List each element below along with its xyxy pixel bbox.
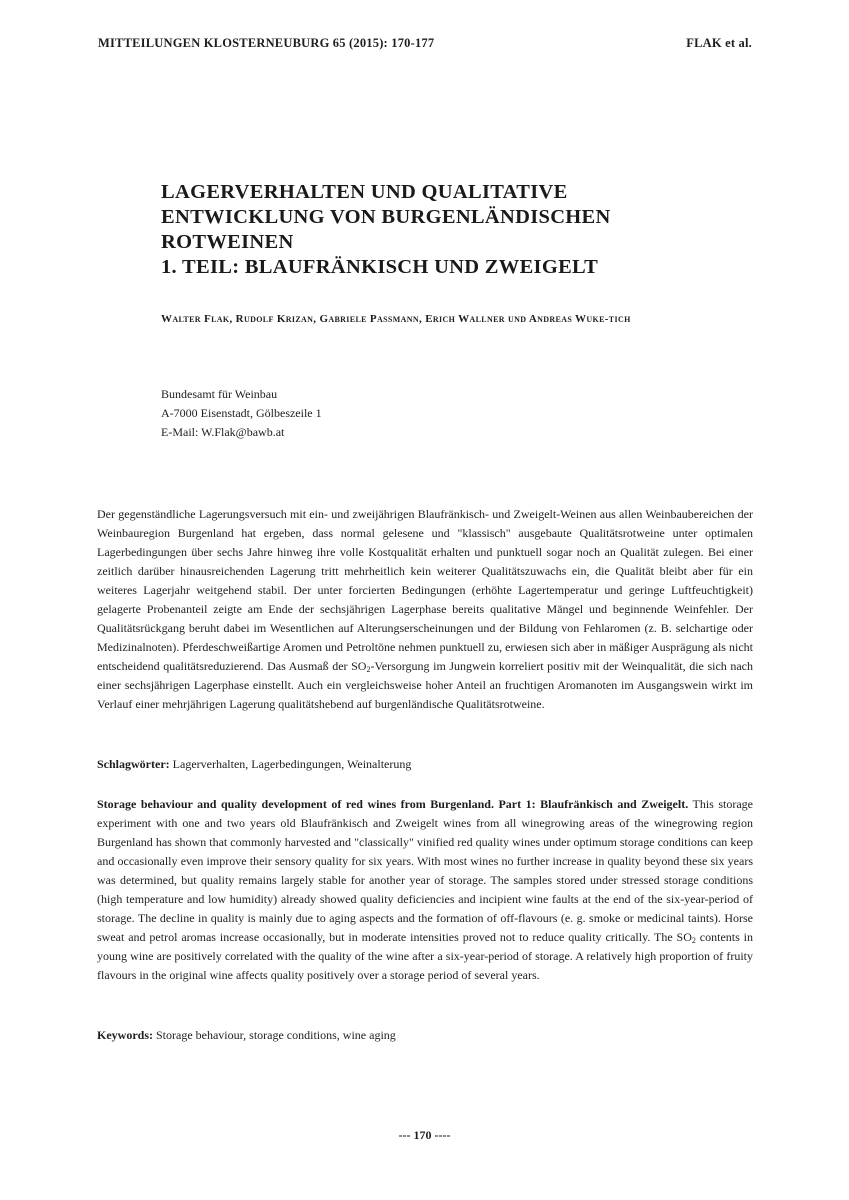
keywords-de-label: Schlagwörter: — [97, 757, 170, 771]
author-list: Walter Flak, Rudolf Krizan, Gabriele Passmann, Erich Wallner und Andreas Wuke-tich — [161, 313, 631, 325]
keywords-de-text: Lagerverhalten, Lagerbedingungen, Weinalterung — [169, 757, 412, 771]
page-number: --- 170 ---- — [398, 1128, 451, 1142]
title-line: ENTWICKLUNG VON BURGENLÄNDISCHEN — [161, 206, 611, 228]
abstract-de-text-cont: -Versorgung im Jungwein korreliert positiv mit der Weinqualität, die sich nach einer sechsjährigen Lagerphase einstellt. Auch ein vergleichsweise hoher Anteil an fruchtigen Aromanoten im Ausgangswein wirkt im Verlauf einer mehrjährigen Lagerung qualitätshebend auf burgenländische Qualitätsrotweine. — [97, 659, 753, 711]
affiliation-email: E-Mail: W.Flak@bawb.at — [161, 425, 285, 439]
keywords-en-text: Storage behaviour, storage conditions, wine aging — [153, 1028, 396, 1042]
keywords-german — [97, 755, 753, 774]
abstract-english — [97, 795, 753, 985]
keywords-english — [97, 1026, 753, 1045]
abstract-en-title: Storage behaviour and quality development of red wines from Burgenland. Part 1: Blaufränkisch and Zweigelt. — [97, 797, 689, 811]
affiliation-institution: Bundesamt für Weinbau — [161, 387, 278, 401]
abstract-en-text: This storage experiment with one and two years old Blaufränkisch and Zweigelt wines from all winegrowing areas of the winegrowing region Burgenland has shown that commonly harvested and "classically" vinified red quality wines under optimum storage conditions can keep and occasionally even improve their sensory quality for six years. With most wines no further increase in quality beyond these six years was determined, but quality remains largely stable for another year of storage. The samples stored under stressed storage conditions (high temperature and low humidity) already showed quality deficiencies and incipient wine faults at the end of the six-year-period of storage. The decline in quality is mainly due to aging aspects and the formation of off-flavours (e. g. smoke or medicinal taints). Horse sweat and petrol aromas increase occasionally, but in moderate intensities proved not to reduce quality critically. The SO — [97, 797, 753, 944]
affiliation-address: A-7000 Eisenstadt, Gölbeszeile 1 — [161, 406, 322, 420]
so2-subscript: 2 — [366, 665, 371, 674]
running-header-authors: FLAK et al. — [686, 36, 752, 50]
keywords-en-label: Keywords: — [97, 1028, 153, 1042]
title-line: ROTWEINEN — [161, 231, 294, 253]
title-line: LAGERVERHALTEN UND QUALITATIVE — [161, 181, 568, 203]
abstract-de-text: Der gegenständliche Lagerungsversuch mit ein- und zweijährigen Blaufränkisch- und Zweigelt-Weinen aus allen Weinbaubereichen der Weinbauregion Burgenland hat ergeben, dass normal gelesene und "klassisch" ausgebaute Qualitätsrotweine unter optimalen Lagerbedingungen über sechs Jahre hinweg ihre volle Kostqualität erhalten und punktuell sogar noch an Qualität zulegen. Bei einer zeitlich darüber hinausreichenden Lagerung tritt mehrheitlich kein weiterer Qualitätszuwachs ein, die Qualität bleibt aber für ein weiteres Lagerjahr weitgehend stabil. Der unter forcierten Bedingungen (erhöhte Lagertemperatur und geringe Luftfeuchtigkeit) gelagerte Probenanteil zeigte am Ende der sechsjährigen Lagerphase bereits qualitative Mängel und beginnende Weinfehler. Der Qualitätsrückgang beruht dabei im Wesentlichen auf Alterungserscheinungen und der Bildung von Fehlaromen (z. B. selchartige oder Medizinalnoten). Pferdeschweißartige Aromen und Petroltöne nehmen punktuell zu, erwiesen sich aber in mäßiger Ausprägung als nicht entscheidend qualitätsreduzierend. Das Ausmaß der SO — [97, 507, 753, 673]
article-title — [161, 180, 761, 280]
abstract-en-text-cont: contents in young wine are positively correlated with the quality of the wine after a six-year-period of storage. A relatively high proportion of fruity flavours in the original wine affects quality positively over a storage period of several years. — [97, 930, 754, 982]
affiliation-block — [161, 385, 322, 442]
abstract-german — [97, 505, 753, 714]
title-line: 1. TEIL: BLAUFRÄNKISCH UND ZWEIGELT — [161, 256, 599, 278]
so2-subscript: 2 — [691, 936, 696, 945]
running-header-journal: MITTEILUNGEN KLOSTERNEUBURG 65 (2015): 170-177 — [98, 36, 435, 50]
